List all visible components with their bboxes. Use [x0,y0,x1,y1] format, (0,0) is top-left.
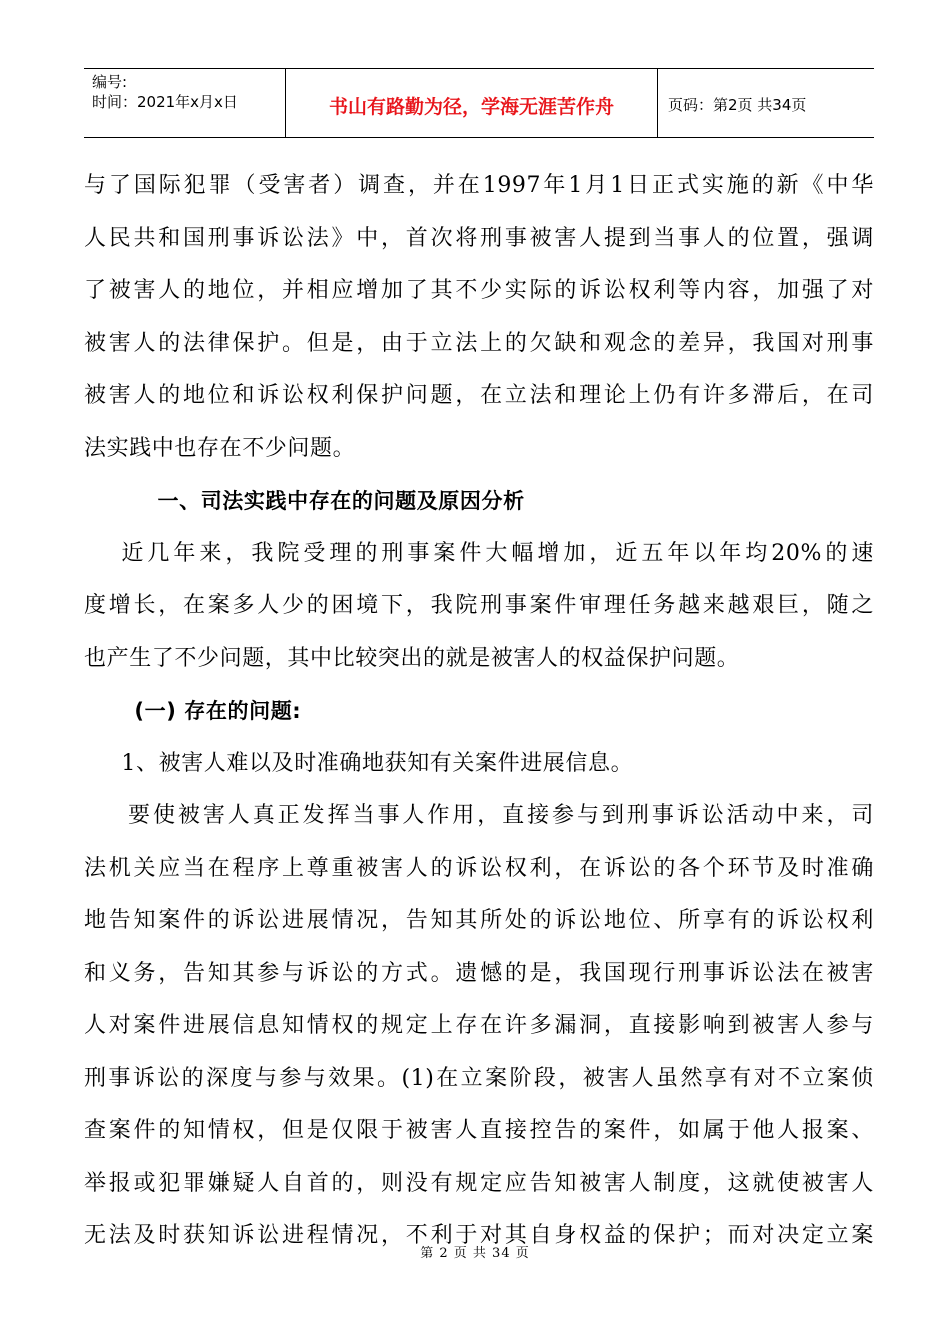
body-line: 人对案件进展信息知情权的规定上存在许多漏洞，直接影响到被害人参与 [84,1013,874,1038]
body-line: 与了国际犯罪（受害者）调查，并在1997年1月1日正式实施的新《中华 [84,173,874,198]
body-line: 法实践中也存在不少问题。 [84,435,356,461]
body-line: 刑事诉讼的深度与参与效果。(1)在立案阶段，被害人虽然享有对不立案侦 [84,1065,874,1091]
document-header [84,68,874,138]
body-line: 被害人的地位和诉讼权利保护问题，在立法和理论上仍有许多滞后，在司 [84,383,874,408]
body-line: 查案件的知情权，但是仅限于被害人直接控告的案件，如属于他人报案、 [84,1118,874,1143]
body-line: 无法及时获知诉讼进程情况，不利于对其自身权益的保护；而对决定立案 [84,1223,874,1248]
serial-number-label: 编号: [92,73,128,91]
list-item: 1、被害人难以及时准确地获知有关案件进展信息。 [121,750,634,776]
date-label: 时间：2021年x月x日 [92,93,238,111]
body-line: 也产生了不少问题，其中比较突出的就是被害人的权益保护问题。 [84,645,740,671]
document-body [84,160,874,1263]
page-footer: 第 2 页 共 34 页 [420,1246,530,1261]
body-line: 人民共和国刑事诉讼法》中，首次将刑事被害人提到当事人的位置，强调 [84,225,874,251]
body-line: 了被害人的地位，并相应增加了其不少实际的诉讼权利等内容，加强了对 [84,278,874,303]
body-line: 地告知案件的诉讼进展情况，告知其所处的诉讼地位、所享有的诉讼权利 [84,908,874,933]
body-line: 法机关应当在程序上尊重被害人的诉讼权利，在诉讼的各个环节及时准确 [84,855,874,881]
body-line: 被害人的法律保护。但是，由于立法上的欠缺和观念的差异，我国对刑事 [84,330,874,356]
subsection-heading: (一) 存在的问题: [134,699,302,723]
body-line: 举报或犯罪嫌疑人自首的，则没有规定应告知被害人制度，这就使被害人 [84,1170,874,1196]
body-line: 近几年来，我院受理的刑事案件大幅增加，近五年以年均20%的速 [121,540,874,566]
body-line: 度增长，在案多人少的困境下，我院刑事案件审理任务越来越艰巨，随之 [84,593,874,618]
section-heading: 一、司法实践中存在的问题及原因分析 [157,489,525,513]
header-motto: 书山有路勤为径，学海无涯苦作舟 [286,69,658,137]
body-line: 要使被害人真正发挥当事人作用，直接参与到刑事诉讼活动中来，司 [128,803,874,828]
header-page-info: 页码：第2页 共34页 [668,95,807,114]
body-line: 和义务，告知其参与诉讼的方式。遗憾的是，我国现行刑事诉讼法在被害 [84,960,874,986]
header-meta [84,69,286,137]
